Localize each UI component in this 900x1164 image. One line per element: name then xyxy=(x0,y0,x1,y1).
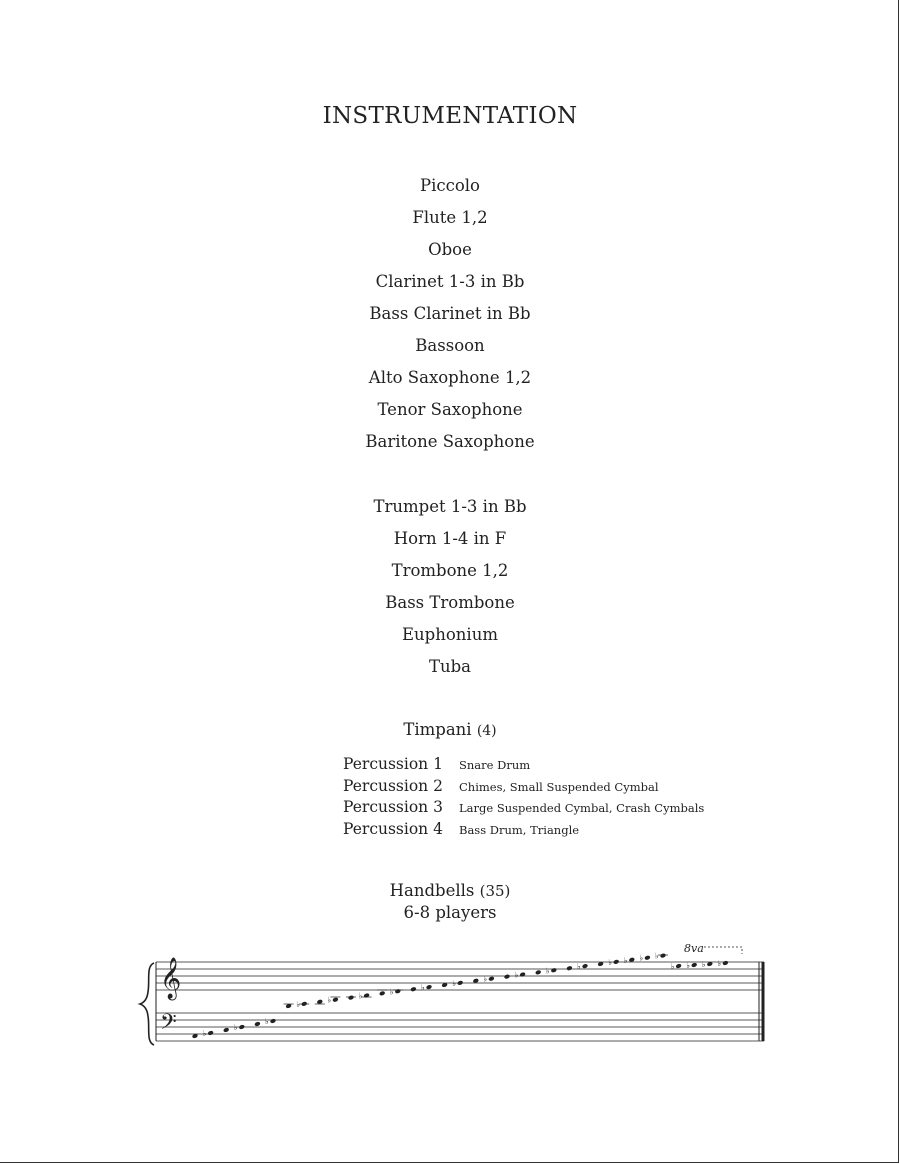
flat-accidental-icon: ♭ xyxy=(686,961,690,970)
percussion-table xyxy=(343,753,763,839)
note-head xyxy=(332,997,339,1003)
list-item: Clarinet 1-3 in Bb xyxy=(375,272,525,291)
woodwinds-list xyxy=(0,170,900,458)
note-head xyxy=(582,963,589,969)
percussion-row xyxy=(343,818,763,840)
note-head xyxy=(379,991,386,997)
treble-clef-icon: 𝄞 xyxy=(160,958,182,999)
note-head xyxy=(566,965,573,971)
bass-staff xyxy=(156,1013,764,1041)
flat-accidental-icon: ♭ xyxy=(233,1023,238,1032)
list-item: Tuba xyxy=(428,657,472,676)
percussion-instruments: Snare Drum xyxy=(459,758,531,772)
note-head xyxy=(613,959,620,965)
percussion-row xyxy=(343,796,763,818)
list-item: Baritone Saxophone xyxy=(365,432,535,451)
flat-accidental-icon: ♭ xyxy=(639,953,644,963)
flat-accidental-icon: ♭ xyxy=(514,970,519,980)
handbell-notes xyxy=(192,952,729,1039)
ottava-label: 8va xyxy=(684,942,704,955)
flat-accidental-icon: ♭ xyxy=(327,995,332,1005)
note-head xyxy=(691,962,698,968)
note-head xyxy=(675,963,682,969)
list-item: Bassoon xyxy=(415,336,485,355)
flat-accidental-icon: ♭ xyxy=(577,962,581,972)
percussion-name: Percussion 2 xyxy=(343,776,443,795)
note-head xyxy=(348,995,355,1001)
flat-accidental-icon: ♭ xyxy=(421,983,425,993)
note-head xyxy=(535,970,542,976)
list-item: Tenor Saxophone xyxy=(377,400,523,419)
note-head xyxy=(410,986,417,992)
handbells-label: Handbells xyxy=(389,881,475,900)
flat-accidental-icon: ♭ xyxy=(265,1017,269,1026)
timpani-line xyxy=(0,720,900,739)
note-head xyxy=(223,1027,230,1033)
flat-accidental-icon: ♭ xyxy=(483,974,488,984)
note-head xyxy=(394,988,401,994)
percussion-instruments: Bass Drum, Triangle xyxy=(459,822,580,837)
note-head xyxy=(238,1024,245,1030)
note-head xyxy=(519,972,526,978)
page-title: INSTRUMENTATION xyxy=(322,103,578,129)
bass-clef-icon: 𝄢 xyxy=(160,1010,177,1040)
note-head xyxy=(426,984,433,990)
list-item: Piccolo xyxy=(419,176,480,195)
flat-accidental-icon: ♭ xyxy=(623,955,628,965)
note-head xyxy=(457,980,464,986)
flat-accidental-icon: ♭ xyxy=(389,987,394,997)
list-item: Bass Trombone xyxy=(385,593,515,612)
percussion-name: Percussion 3 xyxy=(343,798,443,816)
note-head xyxy=(550,967,557,973)
list-item: Trombone 1,2 xyxy=(391,561,509,580)
flat-accidental-icon: ♭ xyxy=(717,959,722,968)
timpani-count: (4) xyxy=(476,723,497,739)
flat-accidental-icon: ♭ xyxy=(545,966,550,976)
note-head xyxy=(644,955,651,961)
note-head xyxy=(207,1030,214,1036)
percussion-name: Percussion 4 xyxy=(343,819,443,838)
list-item: Euphonium xyxy=(402,625,498,644)
percussion-name: Percussion 1 xyxy=(343,755,443,773)
flat-accidental-icon: ♭ xyxy=(608,957,612,967)
list-item: Trumpet 1-3 in Bb xyxy=(373,497,527,516)
handbells-count: (35) xyxy=(479,882,511,900)
percussion-row xyxy=(343,775,763,797)
flat-accidental-icon: ♭ xyxy=(670,962,675,971)
list-item: Alto Saxophone 1,2 xyxy=(368,368,532,387)
note-head xyxy=(270,1018,277,1024)
note-head xyxy=(488,976,495,982)
flat-accidental-icon: ♭ xyxy=(655,951,659,961)
handbells-players: 6-8 players xyxy=(403,903,497,922)
note-head xyxy=(660,953,667,959)
list-item: Bass Clarinet in Bb xyxy=(369,304,531,323)
flat-accidental-icon: ♭ xyxy=(452,978,456,988)
timpani-label: Timpani xyxy=(403,720,472,739)
note-head xyxy=(363,993,370,999)
ottava-bracket xyxy=(704,947,742,954)
note-head xyxy=(504,974,511,980)
handbell-range-staff xyxy=(0,930,900,1050)
flat-accidental-icon: ♭ xyxy=(701,960,706,969)
note-head xyxy=(722,960,729,966)
list-item: Horn 1-4 in F xyxy=(393,529,507,548)
grand-staff-brace-icon xyxy=(140,963,154,1045)
flat-accidental-icon: ♭ xyxy=(358,991,363,1001)
note-head xyxy=(254,1021,261,1027)
percussion-instruments: Chimes, Small Suspended Cymbal xyxy=(459,779,659,794)
brass-list xyxy=(0,491,900,683)
percussion-row xyxy=(343,753,763,775)
percussion-instruments: Large Suspended Cymbal, Crash Cymbals xyxy=(459,801,705,815)
list-item: Oboe xyxy=(428,240,472,259)
handbells-block xyxy=(0,880,900,924)
flat-accidental-icon: ♭ xyxy=(296,999,300,1009)
list-item: Flute 1,2 xyxy=(412,208,488,227)
flat-accidental-icon: ♭ xyxy=(202,1029,207,1038)
